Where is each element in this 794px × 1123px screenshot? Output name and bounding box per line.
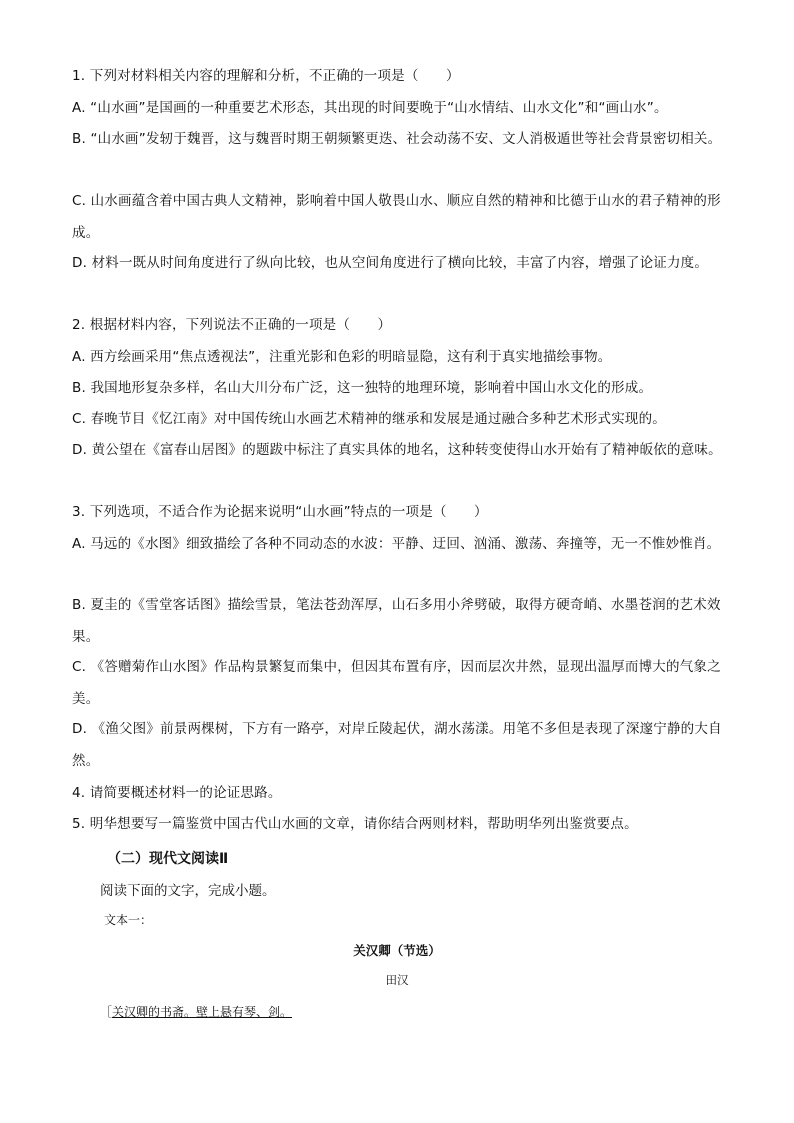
question-3-option-d: D. 《渔父图》前景两棵树，下方有一路亭，对岸丘陵起伏，湖水荡漾。用笔不多但是表现了深邃宁静的大自然。: [72, 721, 722, 769]
stage-bracket: ［: [100, 1005, 113, 1019]
question-3-stem: 3. 下列选项，不适合作为论据来说明“山水画”特点的一项是（ ）: [72, 504, 488, 520]
question-2-option-b: B. 我国地形复杂多样，名山大川分布广泛，这一独特的地理环境，影响着中国山水文化的形成。: [72, 380, 653, 396]
question-3-option-a: A. 马远的《水图》细致描绘了各种不同动态的水波：平静、迂回、汹涌、激荡、奔撞等，无一不惟妙惟肖。: [72, 536, 721, 552]
question-2-option-c: C. 春晚节目《忆江南》对中国传统山水画艺术精神的继承和发展是通过融合多种艺术形式实现的。: [72, 411, 667, 427]
section-heading: （二）现代文阅读Ⅱ: [107, 851, 229, 867]
question-4-stem: 4. 请简要概述材料一的论证思路。: [72, 785, 282, 801]
question-5-stem: 5. 明华想要写一篇鉴赏中国古代山水画的文章，请你结合两则材料，帮助明华列出鉴赏要点。: [72, 816, 638, 832]
question-2-option-a: A. 西方绘画采用“焦点透视法”，注重光影和色彩的明暗显隐，这有利于真实地描绘事物。: [72, 349, 612, 365]
question-3-option-c: C. 《答赠菊作山水图》作品构景繁复而集中，但因其布置有序，因而层次井然，显现出温厚而博大的气象之美。: [72, 659, 721, 707]
question-3-option-b: B. 夏圭的《雪堂客话图》描绘雪景，笔法苍劲浑厚，山石多用小斧劈破，取得方硬奇峭、水墨苍润的艺术效果。: [72, 597, 721, 645]
question-1-option-a: A. “山水画”是国画的一种重要艺术形态，其出现的时间要晚于“山水情结、山水文化”和“画山水”。: [72, 100, 668, 116]
question-2-option-d: D. 黄公望在《富春山居图》的题跋中标注了真实具体的地名，这种转变使得山水开始有了精神皈依的意味。: [72, 442, 722, 458]
question-1-stem: 1. 下列对材料相关内容的理解和分析，不正确的一项是（ ）: [72, 68, 460, 84]
question-1-option-b: B. “山水画”发轫于魏晋，这与魏晋时期王朝频繁更迭、社会动荡不安、文人消极遁世等社会背景密切相关。: [72, 131, 722, 147]
stage-direction-text: 关汉卿的书斋。壁上悬有琴、剑。: [112, 1005, 293, 1019]
question-1-option-d: D. 材料一既从时间角度进行了纵向比较，也从空间角度进行了横向比较，丰富了内容，增强了论证力度。: [72, 255, 709, 271]
excerpt-title: 关汉卿（节选）: [353, 943, 441, 958]
excerpt-author: 田汉: [385, 973, 409, 987]
question-2-stem: 2. 根据材料内容，下列说法不正确的一项是（ ）: [72, 317, 392, 333]
question-1-option-c: C. 山水画蕴含着中国古典人文精神，影响着中国人敬畏山水、顺应自然的精神和比德于山水的君子精神的形成。: [72, 193, 721, 241]
stage-direction: [100, 1003, 292, 1020]
section-instruction: 阅读下面的文字，完成小题。: [100, 883, 276, 899]
text-label: 文本一：: [104, 913, 153, 927]
